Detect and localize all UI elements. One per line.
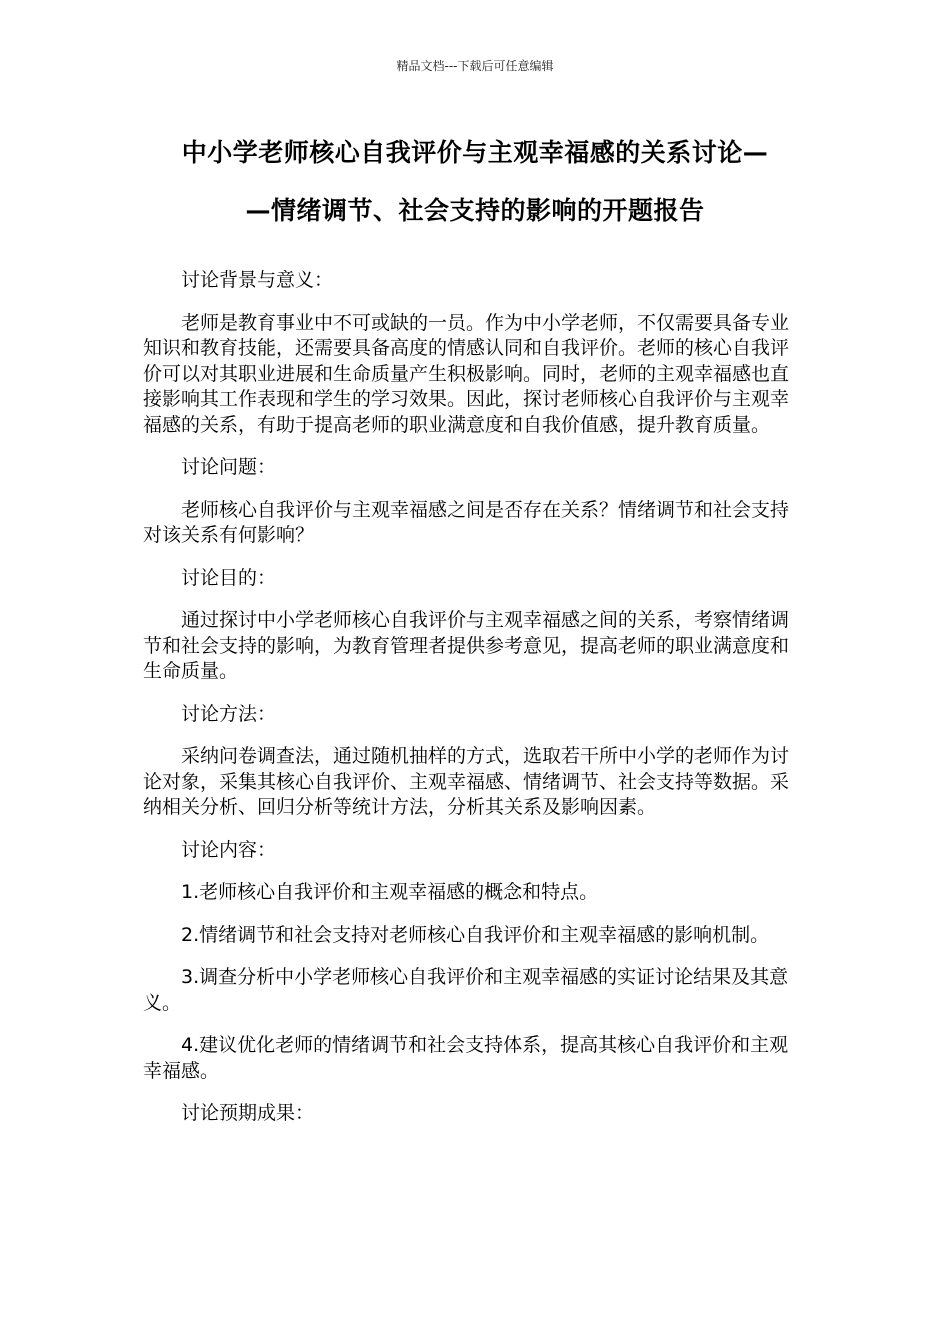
page-header: 精品文档---下载后可任意编辑 [396, 59, 554, 73]
results-heading: 讨论预期成果： [181, 1102, 315, 1124]
question-paragraph: 老师核心自我评价与主观幸福感之间是否存在关系？情绪调节和社会支持对该关系有何影响？ [143, 498, 790, 546]
title-line-1: 中小学老师核心自我评价与主观幸福感的关系讨论— [181, 138, 769, 167]
background-paragraph: 老师是教育事业中不可或缺的一员。作为中小学老师，不仅需要具备专业知识和教育技能，还需要具备高度的情感认同和自我评价。老师的核心自我评价可以对其职业进展和生命质量产生积极影响。同时，老师的主观幸福感也直接影响其工作表现和学生的学习效果。因此，探讨老师核心自我评价与主观幸福感的关系，有助于提高老师的职业满意度和自我价值感，提升教育质量。 [143, 311, 790, 436]
method-heading: 讨论方法： [181, 702, 277, 725]
purpose-heading: 讨论目的： [181, 566, 277, 589]
content-item: 1.老师核心自我评价和主观幸福感的概念和特点。 [181, 881, 599, 903]
content-item: 4.建议优化老师的情绪调节和社会支持体系，提高其核心自我评价和主观幸福感。 [143, 1034, 789, 1082]
purpose-paragraph: 通过探讨中小学老师核心自我评价与主观幸福感之间的关系，考察情绪调节和社会支持的影响，为教育管理者提供参考意见，提高老师的职业满意度和生命质量。 [143, 609, 790, 682]
title-line-2: —情绪调节、社会支持的影响的开题报告 [245, 196, 705, 225]
question-heading: 讨论问题： [181, 456, 277, 478]
background-heading: 讨论背景与意义： [181, 269, 334, 291]
document-body [143, 268, 803, 1144]
document-title [140, 124, 810, 240]
content-item: 3.调查分析中小学老师核心自我评价和主观幸福感的实证讨论结果及其意义。 [143, 966, 789, 1014]
content-item: 2.情绪调节和社会支持对老师核心自我评价和主观幸福感的影响机制。 [181, 923, 770, 946]
method-paragraph: 采纳问卷调查法，通过随机抽样的方式，选取若干所中小学的老师作为讨论对象，采集其核心自我评价、主观幸福感、情绪调节、社会支持等数据。采纳相关分析、回归分析等统计方法，分析其关系及影响因素。 [143, 745, 790, 818]
content-heading: 讨论内容： [181, 838, 277, 861]
